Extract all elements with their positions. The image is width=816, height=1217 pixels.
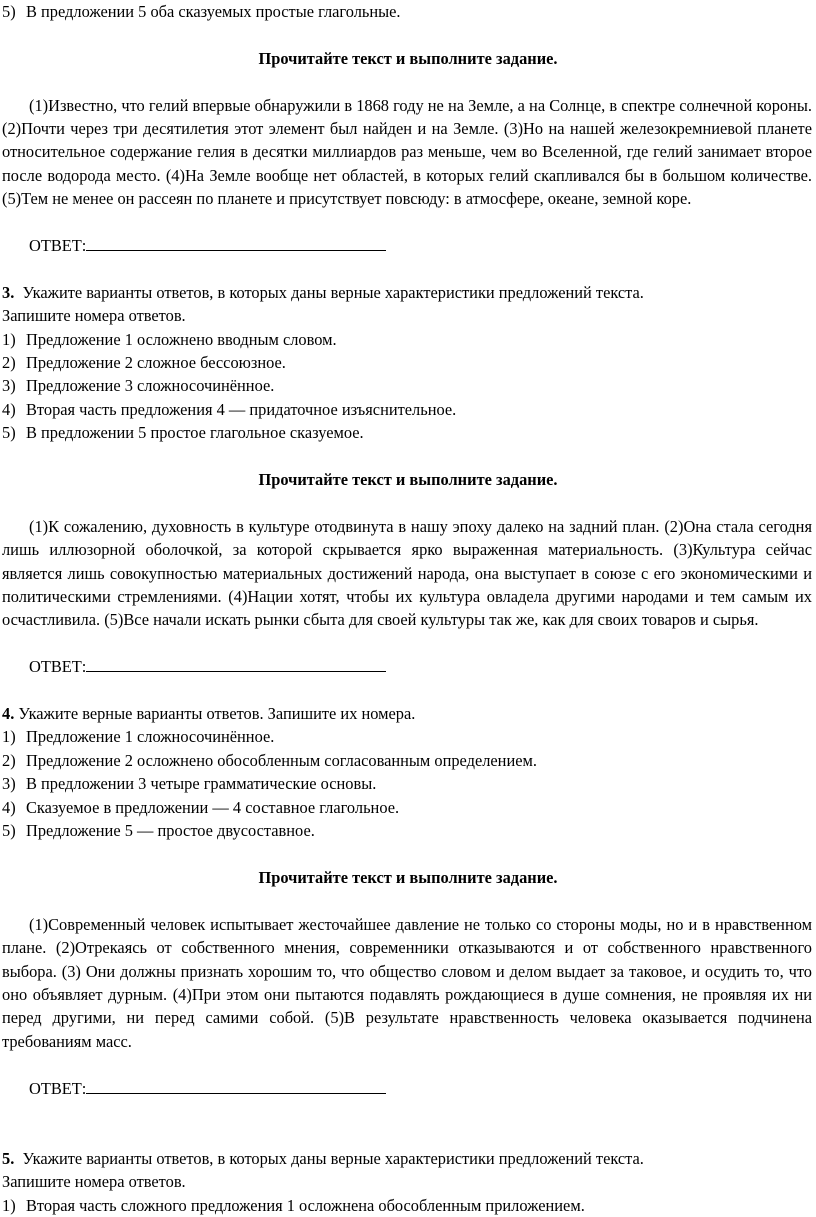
option-number: 3) bbox=[2, 376, 16, 396]
answer-label: ОТВЕТ: bbox=[29, 236, 87, 256]
option-number: 5) bbox=[2, 821, 16, 841]
question-header bbox=[2, 702, 814, 725]
answer-label: ОТВЕТ: bbox=[29, 657, 87, 677]
option-text: Сказуемое в предложении — 4 составное глагольное. bbox=[26, 797, 400, 817]
question-subtitle: Запишите номера ответов. bbox=[2, 306, 186, 326]
question-option bbox=[2, 351, 814, 374]
option-text: Предложение 5 — простое двусоставное. bbox=[26, 821, 315, 841]
section-heading: Прочитайте текст и выполните задание. bbox=[258, 867, 558, 887]
option-number: 2) bbox=[2, 353, 16, 373]
option-text: В предложении 5 простое глагольное сказуемое. bbox=[26, 423, 364, 443]
answer-blank[interactable] bbox=[86, 656, 386, 672]
question-number: 4. bbox=[2, 704, 15, 724]
reading-text: (1)Современный человек испытывает жесточайшее давление не только со стороны моды, но и в нравственном плане. (2)Отрекаясь от собственного мнения, современники отказываются и от собственного нравственного выбора. (3) Они должны признать хорошим то, что общество словом и делом выдает за таковое, и осудить то, что оно объявляет дурным. (4)При этом они пытаются подавлять рождающиеся в душе сомнения, не проявляя их ни перед другими, ни перед самими собой. (5)В результате нравственность человека оказывается подчинена требованиям масс. bbox=[2, 914, 812, 1051]
spacer bbox=[2, 23, 814, 46]
option-text: Предложение 2 сложное бессоюзное. bbox=[26, 353, 286, 373]
answer-line bbox=[2, 234, 814, 257]
option-text: Вторая часть сложного предложения 1 осложнена обособленным приложением. bbox=[26, 1195, 585, 1215]
option-number: 3) bbox=[2, 774, 16, 794]
answer-blank[interactable] bbox=[86, 235, 386, 251]
spacer bbox=[2, 843, 814, 866]
spacer bbox=[2, 1053, 814, 1076]
question-subtitle: Запишите номера ответов. bbox=[2, 1172, 186, 1192]
section-heading: Прочитайте текст и выполните задание. bbox=[258, 48, 558, 68]
option-number: 2) bbox=[2, 750, 16, 770]
answer-line bbox=[2, 655, 814, 678]
answer-line bbox=[2, 1077, 814, 1100]
option-text: Предложение 1 сложносочинённое. bbox=[26, 727, 275, 747]
option-text: Предложение 2 осложнено обособленным согласованным определением. bbox=[26, 750, 537, 770]
question-option bbox=[2, 749, 814, 772]
spacer bbox=[2, 632, 814, 655]
question-option bbox=[2, 328, 814, 351]
spacer bbox=[2, 70, 814, 93]
question-option bbox=[2, 1194, 814, 1217]
question-option bbox=[2, 796, 814, 819]
option-text: Вторая часть предложения 4 — придаточное изъяснительное. bbox=[26, 399, 457, 419]
option-number: 5) bbox=[2, 423, 16, 443]
question-header bbox=[2, 1147, 814, 1170]
option-number: 1) bbox=[2, 727, 16, 747]
spacer bbox=[2, 1123, 814, 1146]
question-title: Укажите верные варианты ответов. Запишите их номера. bbox=[18, 704, 416, 724]
option-number: 5) bbox=[2, 2, 16, 21]
spacer bbox=[2, 257, 814, 280]
question-title: Укажите варианты ответов, в которых даны верные характеристики предложений текста. bbox=[22, 1148, 644, 1168]
spacer bbox=[2, 491, 814, 514]
option-text: Предложение 3 сложносочинённое. bbox=[26, 376, 275, 396]
question-option bbox=[2, 819, 814, 842]
reading-text: (1)К сожалению, духовность в культуре отодвинута в нашу эпоху далеко на задний план. (2)Она стала сегодня лишь иллюзорной оболочкой, за которой скрывается ярко выраженная материальность. (3)Культура сейчас является лишь совокупностью материальных достижений народа, она выступает в союзе с его экономическими и политическими стремлениями. (4)Нации хотят, чтобы их культура овладела другими народами и тем самым их осчастливила. (5)Все начали искать рынки сбыта для своей культуры так же, как для своих товаров и сырья. bbox=[2, 516, 812, 630]
spacer bbox=[2, 1100, 814, 1123]
reading-text: (1)Известно, что гелий впервые обнаружили в 1868 году не на Земле, а на Солнце, в спектре солнечной короны. (2)Почти через три десятилетия этот элемент был найден и на Земле. (3)Но на нашей железокремниевой планете относительное содержание гелия в десятки миллиардов раз меньше, чем во Вселенной, где гелий занимает второе после водорода место. (4)На Земле вообще нет областей, в которых гелий скапливался бы в большом количестве. (5)Тем не менее он рассеян по планете и присутствует повсюду: в атмосфере, океане, земной коре. bbox=[2, 95, 812, 209]
spacer bbox=[2, 445, 814, 468]
option-text: Предложение 1 осложнено вводным словом. bbox=[26, 329, 337, 349]
option-number: 4) bbox=[2, 399, 16, 419]
question-option bbox=[2, 398, 814, 421]
option-text: В предложении 5 оба сказуемых простые глагольные. bbox=[26, 2, 401, 21]
question-number: 5. bbox=[2, 1148, 15, 1168]
spacer bbox=[2, 211, 814, 234]
option-number: 1) bbox=[2, 329, 16, 349]
prev-question-option-5 bbox=[2, 0, 814, 23]
spacer bbox=[2, 889, 814, 912]
option-text: В предложении 3 четыре грамматические основы. bbox=[26, 774, 377, 794]
spacer bbox=[2, 679, 814, 702]
question-option bbox=[2, 421, 814, 444]
section-heading: Прочитайте текст и выполните задание. bbox=[258, 470, 558, 490]
question-number: 3. bbox=[2, 282, 15, 302]
question-option bbox=[2, 725, 814, 748]
question-option bbox=[2, 772, 814, 795]
option-number: 4) bbox=[2, 797, 16, 817]
answer-label: ОТВЕТ: bbox=[29, 1078, 87, 1098]
option-number: 1) bbox=[2, 1195, 16, 1215]
answer-blank[interactable] bbox=[86, 1078, 386, 1094]
question-option bbox=[2, 374, 814, 397]
question-header bbox=[2, 281, 814, 304]
question-title: Укажите варианты ответов, в которых даны верные характеристики предложений текста. bbox=[22, 282, 644, 302]
